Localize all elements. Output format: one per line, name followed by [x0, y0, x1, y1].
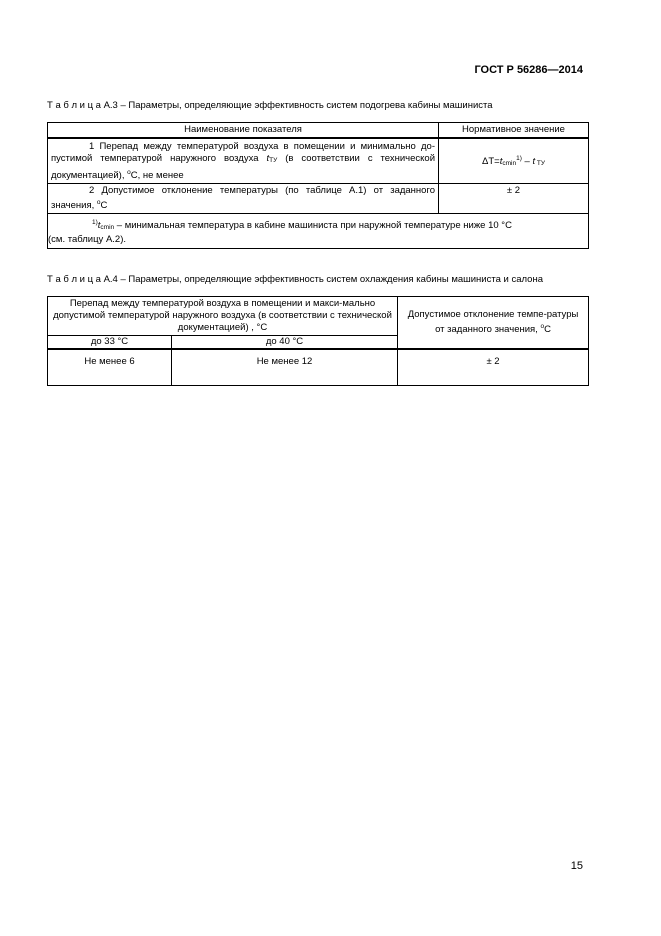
value-deviation: ± 2 — [398, 349, 589, 386]
row2-text-b: С — [100, 200, 108, 211]
header-indicator: Наименование показателя — [48, 123, 439, 139]
header-deviation-a: Допустимое отклонение темпе-ратуры от заданного значения, — [407, 309, 579, 335]
row1-text-c: С, не менее — [130, 170, 184, 181]
row1-value — [439, 138, 589, 184]
row2-text-a: 2 Допустимое отклонение температуры (по таблице А.1) от заданного значения, — [51, 185, 435, 211]
header-deviation-degree: о — [540, 323, 545, 330]
value-33: Не менее 6 — [48, 349, 172, 386]
table-row — [48, 138, 589, 184]
table-row — [48, 349, 589, 386]
table-a4-caption-text: – Параметры, определяющие эффективность систем охлаждения кабины машиниста и салона — [117, 274, 543, 285]
header-deviation-b: С — [544, 324, 551, 335]
row1-value-t2: t — [532, 155, 536, 167]
row1-degree: о — [127, 169, 131, 176]
row1-text-a: 1 Перепад между температурой воздуха в помещении и минимально до-пустимой температурой наружного воздуха — [51, 141, 435, 164]
value-40: Не менее 12 — [172, 349, 398, 386]
subheader-40: до 40 °С — [172, 336, 398, 350]
page-number: 15 — [570, 860, 583, 872]
table-a4-caption-label: Т а б л и ц а А.4 — [47, 274, 118, 285]
footnote-sub: cmin — [100, 224, 115, 231]
row1-t: t — [266, 153, 270, 164]
row1-text-b: (в соответствии с технической документацией), — [51, 153, 435, 181]
table-a3-caption-label: Т а б л и ц а А.3 — [47, 100, 118, 111]
row1-value-t: t — [499, 155, 503, 167]
table-a3 — [47, 122, 589, 249]
footnote-line1 — [48, 217, 588, 234]
table-row — [48, 184, 589, 214]
row2-degree: о — [96, 199, 101, 206]
row2-indicator — [48, 184, 439, 214]
row1-t-sub: ТУ — [269, 157, 278, 164]
table-row — [48, 123, 589, 139]
row1-value-sup: 1) — [516, 154, 522, 162]
footnote-t: t — [97, 220, 101, 231]
row2-value: ± 2 — [439, 184, 589, 214]
row1-value-sub: cmin — [502, 159, 517, 167]
header-temp-diff: Перепад между температурой воздуха в помещении и макси-мально допустимой температурой наружного воздуха (в соответствии с технической документацией) , °С — [48, 297, 398, 336]
row1-indicator — [48, 138, 439, 184]
table-a3-footnote — [48, 214, 589, 249]
footnote-sup: 1) — [92, 219, 98, 226]
subheader-33: до 33 °С — [48, 336, 172, 350]
row1-value-a: ΔT= — [482, 155, 500, 167]
table-a3-caption — [47, 100, 493, 111]
row1-value-sub2: ТУ — [535, 159, 545, 167]
table-a3-caption-text: – Параметры, определяющие эффективность систем подогрева кабины машиниста — [117, 100, 493, 111]
header-value: Нормативное значение — [439, 123, 589, 139]
footnote-text-a: – минимальная температура в кабине машиниста при наружной температуре ниже 10 °С — [114, 220, 512, 231]
table-a4 — [47, 296, 589, 386]
table-row — [48, 297, 589, 336]
table-a4-caption — [47, 274, 543, 285]
document-header: ГОСТ Р 56286—2014 — [474, 64, 583, 76]
table-row — [48, 214, 589, 249]
header-deviation — [398, 297, 589, 350]
row1-value-b: – — [521, 155, 533, 167]
footnote-text-b: (см. таблицу А.2). — [48, 234, 127, 245]
